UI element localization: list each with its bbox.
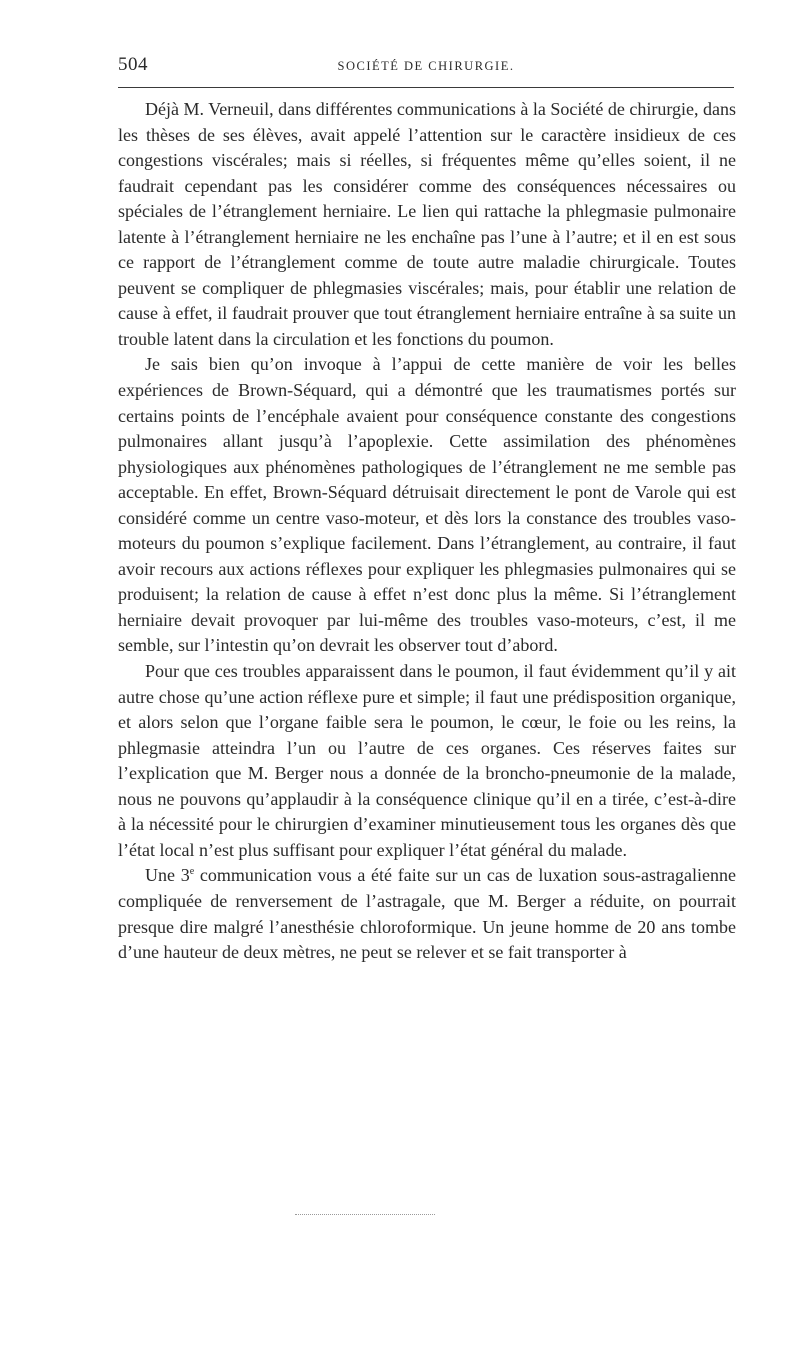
- header-rule: [118, 87, 734, 88]
- paragraph-4-lead: Une 3: [145, 865, 190, 886]
- paragraph-3: Pour que ces troubles apparaissent dans le poumon, il faut évidemment qu’il y ait autre chose qu’une action réflexe pure et simple; il faut une prédisposition organique, et alors selon que l’organe faible sera le poumon, le cœur, le foie ou les reins, la phlegmasie atteindra l’un ou l’autre de ces organes. Ces réserves faites sur l’explication que M. Berger nous a donnée de la broncho-pneumonie de la malade, nous ne pouvons qu’applaudir à la conséquence clinique qu’il en a tirée, c’est-à-dire à la nécessité pour le chirurgien d’examiner minutieusement tous les organes dès que l’état local n’est plus suffisant pour expliquer l’état général du malade.: [118, 661, 736, 860]
- body-text: [118, 97, 736, 966]
- page-number: 504: [118, 54, 148, 75]
- paragraph-2: Je sais bien qu’on invoque à l’appui de cette manière de voir les belles expériences de Brown-Séquard, qui a démontré que les traumatismes portés sur certains points de l’encéphale avaient pour conséquence constante des congestions pulmonaires allant jusqu’à l’apoplexie. Cette assimilation des phénomènes physiologiques aux phénomènes pathologiques de l’étranglement ne me semble pas acceptable. En effet, Brown-Séquard détruisait directement le pont de Varole qui est considéré comme un centre vaso-moteur, et dès lors la constance des troubles vaso-moteurs du poumon s’explique facilement. Dans l’étranglement, au contraire, il faut avoir recours aux actions réflexes pour expliquer les phlegmasies pulmonaires qui se produisent; la relation de cause à effet n’est donc plus la même. Si l’étranglement herniaire devait provoquer par lui-même des troubles vaso-moteurs, c’est, il me semble, sur l’intestin qu’on devrait les observer tout d’abord.: [118, 354, 736, 656]
- ordinal-superscript: e: [189, 866, 195, 878]
- running-head: [118, 54, 734, 80]
- running-head-title: SOCIÉTÉ DE CHIRURGIE.: [337, 59, 515, 73]
- paragraph-4: [118, 863, 736, 965]
- paragraph-1: Déjà M. Verneuil, dans différentes communications à la Société de chirurgie, dans les thèses de ses élèves, avait appelé l’attention sur le caractère insidieux de ces congestions viscérales; mais si réelles, si fréquentes même qu’elles soient, il ne faudrait cependant pas les considérer comme des conséquences nécessaires ou spéciales de l’étranglement herniaire. Le lien qui rattache la phlegmasie pulmonaire latente à l’étranglement herniaire ne les enchaîne pas l’une à l’autre; et il en est sous ce rapport de l’étranglement comme de toute autre maladie chirurgicale. Toutes peuvent se compliquer de phlegmasies viscérales; mais, pour établir une relation de cause à effet, il faudrait prouver que tout étranglement herniaire entraîne à sa suite un trouble latent dans la circulation et les fonctions du poumon.: [118, 99, 736, 349]
- bottom-rule: [295, 1214, 435, 1215]
- paragraph-4-rest: communication vous a été faite sur un cas de luxation sous-astragalienne compliquée de renversement de l’astragale, que M. Berger a réduite, on pourrait presque dire malgré l’anesthésie chloroformique. Un jeune homme de 20 ans tombe d’une hauteur de deux mètres, ne peut se relever et se fait transporter à: [118, 865, 736, 963]
